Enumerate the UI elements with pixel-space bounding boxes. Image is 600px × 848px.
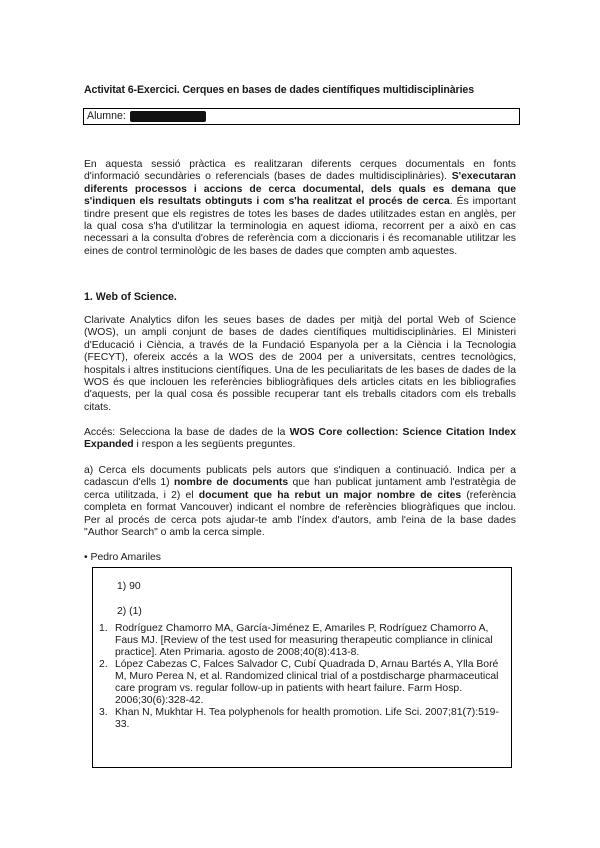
redacted-name xyxy=(130,111,206,122)
reference-list xyxy=(99,623,503,731)
reference-number: 2. xyxy=(99,659,108,670)
reference-text: López Cabezas C, Falces Salvador C, Cubí Quadrada D, Arnau Bartés A, Ylla Boré M, Muro Perea N, et al. Randomized clinical trial of a postdischarge pharmaceutical care program vs. regular follow-up in patients with heart failure. Farm Hosp. 2006;30(6):328-42. xyxy=(115,659,499,706)
reference-text: Rodríguez Chamorro MA, García-Jiménez E, Amariles P, Rodríguez Chamorro A, Faus MJ. [Review of the test used for measuring therapeutic compliance in clinical practice]. Aten Primaria. agosto de 2008;40(8):413-8. xyxy=(115,623,493,658)
access-paragraph xyxy=(84,427,516,452)
intro-paragraph xyxy=(84,159,516,258)
reference-item xyxy=(99,707,503,731)
answer-item-2: 2) (1) xyxy=(117,606,142,617)
section-heading: 1. Web of Science. xyxy=(84,291,177,303)
access-bold: WOS Core collection: Science Citation Index Expanded xyxy=(84,427,516,451)
student-name-field xyxy=(83,108,520,125)
intro-text-1: En aquesta sessió pràctica es realitzaran diferents cerques documentals en fonts d'informació secundàries o referencials (bases de dades multidisciplinàries). xyxy=(84,159,516,183)
question-a-text-2: que han publicat juntament amb l'estratègia de cerca utilitzada, i 2) el xyxy=(84,477,516,501)
question-a-text-1: a) Cerca els documents publicats pels autors que s'indiquen a continuació. Indica per a cadascun d'ells 1) xyxy=(84,465,516,489)
reference-number: 3. xyxy=(99,707,108,718)
question-a xyxy=(84,465,516,539)
access-prefix: Accés: Selecciona la base de dades de la xyxy=(84,427,290,438)
intro-bold: S'executaran diferents processos i accions de cerca documental, dels quals es demana que s'indiquen els resultats obtinguts i com s'ha realitzat el procés de cerca xyxy=(84,171,516,208)
access-suffix: i respon a les següents preguntes. xyxy=(133,439,296,451)
document-title: Activitat 6-Exercici. Cerques en bases de dades científiques multidisciplinàries xyxy=(84,84,475,96)
question-a-text-3: (referència completa en format Vancouver) indicant el nombre de referències bliogràfiques que inclou. Per al procés de cerca pots ajudar-te amb l'índex d'autors, amb l'eina de la base dades "Author Search" o amb la cerca simple. xyxy=(84,489,516,539)
author-bullet: • Pedro Amariles xyxy=(84,552,161,563)
reference-item xyxy=(99,659,503,707)
reference-item xyxy=(99,623,503,659)
wos-paragraph: Clarivate Analytics difon les seues bases de dades per mitjà del portal Web of Science (WOS), un ampli conjunt de bases de dades científiques multidisciplinàries. El Ministeri d'Educació i Ciència, a través de la Fundació Espanyola per a la Ciència i la Tecnologia (FECYT), ofereix accés a la WOS des de 2004 per a universitats, centres tecnològics, hospitals i altres institucions científiques. Una de les peculiaritats de les bases de dades de la WOS és que inclouen les referències bibliogràfiques dels articles citats en les bibliografies d'aquests, per la qual cosa és possible recuperar tant els treballs citadors com els treballs citats. xyxy=(84,315,516,413)
intro-text-2: . És important tindre present que els registres de totes les bases de dades utilitzades estan en anglès, per la qual cosa s'ha d'utilitzar la terminologia en aquest idioma, recorrent per a això en cas necessari a la consulta d'obres de referència com a diccionaris i és recomanable utilitzar les eines de control terminològic de les bases de dades que compten amb aquestes. xyxy=(84,196,516,257)
student-label: Alumne: xyxy=(87,110,126,122)
answer-item-1: 1) 90 xyxy=(117,581,141,592)
question-a-bold-1: nombre de documents xyxy=(173,477,289,489)
reference-number: 1. xyxy=(99,623,108,634)
question-a-bold-2: document que ha rebut un major nombre de cites xyxy=(198,489,462,501)
reference-text: Khan N, Mukhtar H. Tea polyphenols for health promotion. Life Sci. 2007;81(7):519-33. xyxy=(115,707,499,730)
answer-box xyxy=(92,567,512,768)
